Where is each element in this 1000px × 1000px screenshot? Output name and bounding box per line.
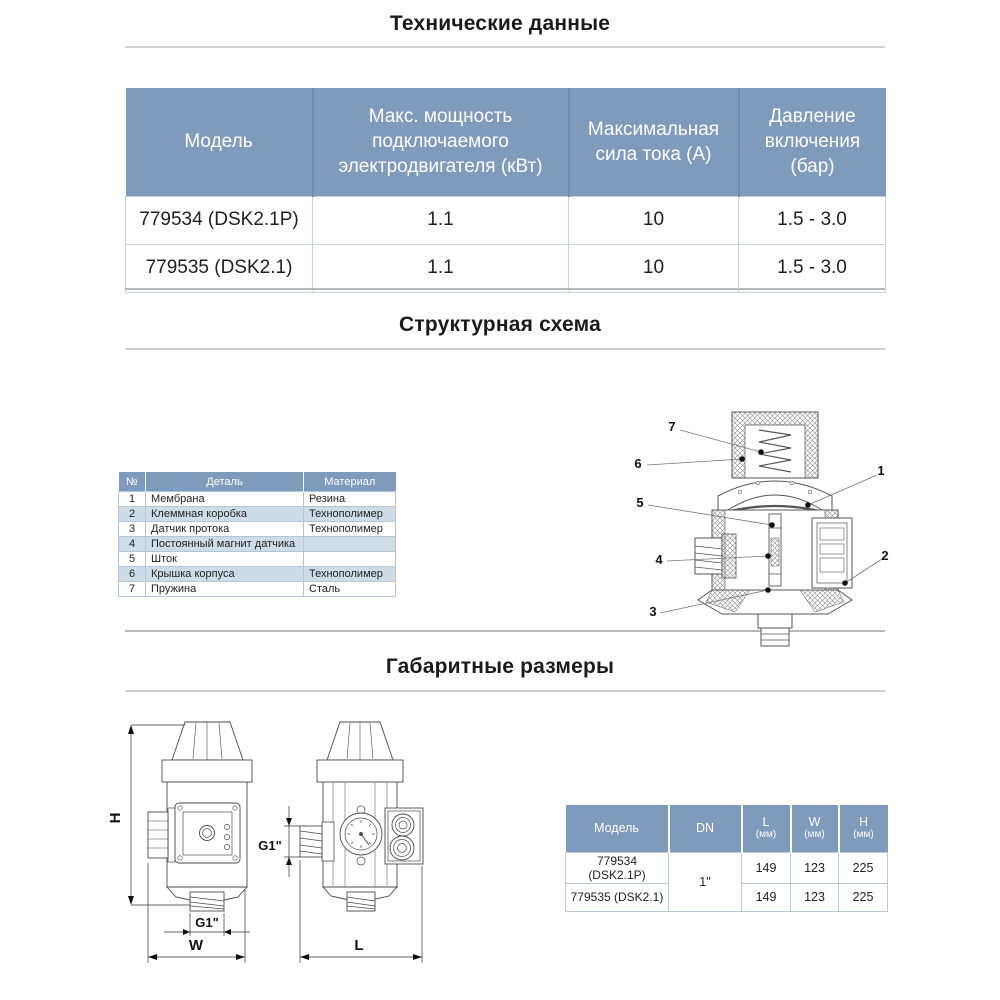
divider: [125, 690, 885, 692]
parts-table: [118, 472, 396, 597]
callout-label-5: 5: [636, 495, 644, 510]
cell-number: 6: [119, 567, 146, 582]
callout-label-2: 2: [881, 548, 889, 563]
cell-dn: 1": [669, 852, 742, 911]
section-title-technical-data: Технические данные: [389, 12, 611, 35]
cell-part: Мембрана: [146, 492, 304, 507]
header-cell-dn: DN: [669, 805, 742, 852]
cell-power: 1.1: [313, 244, 569, 292]
callout-label-3: 3: [649, 604, 657, 619]
divider: [125, 348, 885, 350]
cell-material: Технополимер: [304, 507, 396, 522]
outlet-thread: [761, 628, 789, 646]
header-cell-power: Макс. мощность подключаемого электродвигателя (кВт): [313, 88, 569, 196]
inlet-flange: [722, 534, 736, 578]
table-row: [566, 852, 888, 883]
header-cell-model: Модель: [566, 805, 669, 852]
header-cell-model: Модель: [126, 88, 313, 196]
table-row: [119, 567, 396, 582]
cell-power: 1.1: [313, 196, 569, 244]
table-row: [119, 492, 396, 507]
callout-label-1: 1: [877, 463, 885, 478]
table-row: [126, 196, 886, 244]
cell-number: 5: [119, 552, 146, 567]
parts-table-header-row: [119, 472, 396, 492]
outlet-neck: [758, 614, 792, 628]
dim-unit: (мм): [755, 829, 777, 841]
header-cell-w: [791, 805, 839, 852]
cell-number: 4: [119, 537, 146, 552]
cell-model: 779534 (DSK2.1P): [126, 196, 313, 244]
dimension-drawing: [100, 700, 470, 1000]
dimensions-table: [565, 805, 888, 912]
cell-pressure: 1.5 - 3.0: [739, 244, 886, 292]
divider: [125, 46, 885, 48]
cell-number: 2: [119, 507, 146, 522]
dim-letter: L: [762, 815, 770, 830]
dimensions-table-header-row: [566, 805, 888, 852]
terminal-box: [812, 518, 852, 588]
cell-material: Сталь: [304, 582, 396, 597]
cell-model: 779535 (DSK2.1): [126, 244, 313, 292]
cell-current: 10: [569, 244, 739, 292]
header-cell-current: Максимальная сила тока (А): [569, 88, 739, 196]
tech-table-header-row: [126, 88, 886, 196]
cell-number: 1: [119, 492, 146, 507]
cell-part: Постоянный магнит датчика: [146, 537, 304, 552]
cell-material: [304, 552, 396, 567]
structure-diagram: [600, 388, 900, 653]
header-cell-l: [742, 805, 791, 852]
callout-label-7: 7: [668, 419, 676, 434]
dim-unit: (мм): [853, 829, 874, 841]
dim-label-w: W: [188, 937, 204, 954]
dim-label-h: H: [107, 812, 124, 824]
table-row: [119, 552, 396, 567]
divider: [125, 288, 885, 290]
cell-number: 7: [119, 582, 146, 597]
cell-pressure: 1.5 - 3.0: [739, 196, 886, 244]
cell-material: Резина: [304, 492, 396, 507]
table-row: [119, 507, 396, 522]
header-cell-pressure: Давление включения (бар): [739, 88, 886, 196]
cell-part: Пружина: [146, 582, 304, 597]
dim-letter: H: [858, 815, 869, 830]
header-cell-part: Деталь: [146, 472, 304, 492]
cell-l: 149: [742, 852, 791, 883]
dim-g1-side: [258, 806, 300, 877]
cell-part: Крышка корпуса: [146, 567, 304, 582]
dim-label-g1-side: G1": [258, 838, 282, 853]
cell-part: Клеммная коробка: [146, 507, 304, 522]
dim-unit: (мм): [804, 829, 825, 841]
dim-letter: W: [808, 815, 821, 830]
side-view: [300, 722, 423, 911]
cell-material: Технополимер: [304, 522, 396, 537]
dim-label-l: L: [354, 937, 364, 954]
cell-w: 123: [791, 852, 839, 883]
callout-label-6: 6: [634, 456, 642, 471]
dim-g1-bottom: [164, 913, 250, 936]
table-row: [119, 582, 396, 597]
callout-label-4: 4: [655, 552, 663, 567]
header-cell-number: №: [119, 472, 146, 492]
header-cell-material: Материал: [304, 472, 396, 492]
cell-part: Шток: [146, 552, 304, 567]
cell-h: 225: [839, 883, 888, 911]
tech-table: [125, 88, 886, 293]
dim-label-g1-bottom: G1": [195, 915, 219, 930]
cell-part: Датчик протока: [146, 522, 304, 537]
table-row: [126, 244, 886, 292]
cell-w: 123: [791, 883, 839, 911]
cell-model: 779535 (DSK2.1): [566, 883, 669, 911]
table-row: [119, 537, 396, 552]
cell-material: Технополимер: [304, 567, 396, 582]
cell-h: 225: [839, 852, 888, 883]
table-row: [119, 522, 396, 537]
cell-current: 10: [569, 196, 739, 244]
cell-l: 149: [742, 883, 791, 911]
cell-model: 779534 (DSK2.1P): [566, 852, 669, 883]
cell-number: 3: [119, 522, 146, 537]
header-cell-h: [839, 805, 888, 852]
magnet: [771, 538, 779, 566]
section-title-structure: Структурная схема: [399, 313, 601, 336]
front-view: [148, 722, 252, 911]
cell-material: [304, 537, 396, 552]
section-title-dimensions: Габаритные размеры: [385, 655, 615, 678]
